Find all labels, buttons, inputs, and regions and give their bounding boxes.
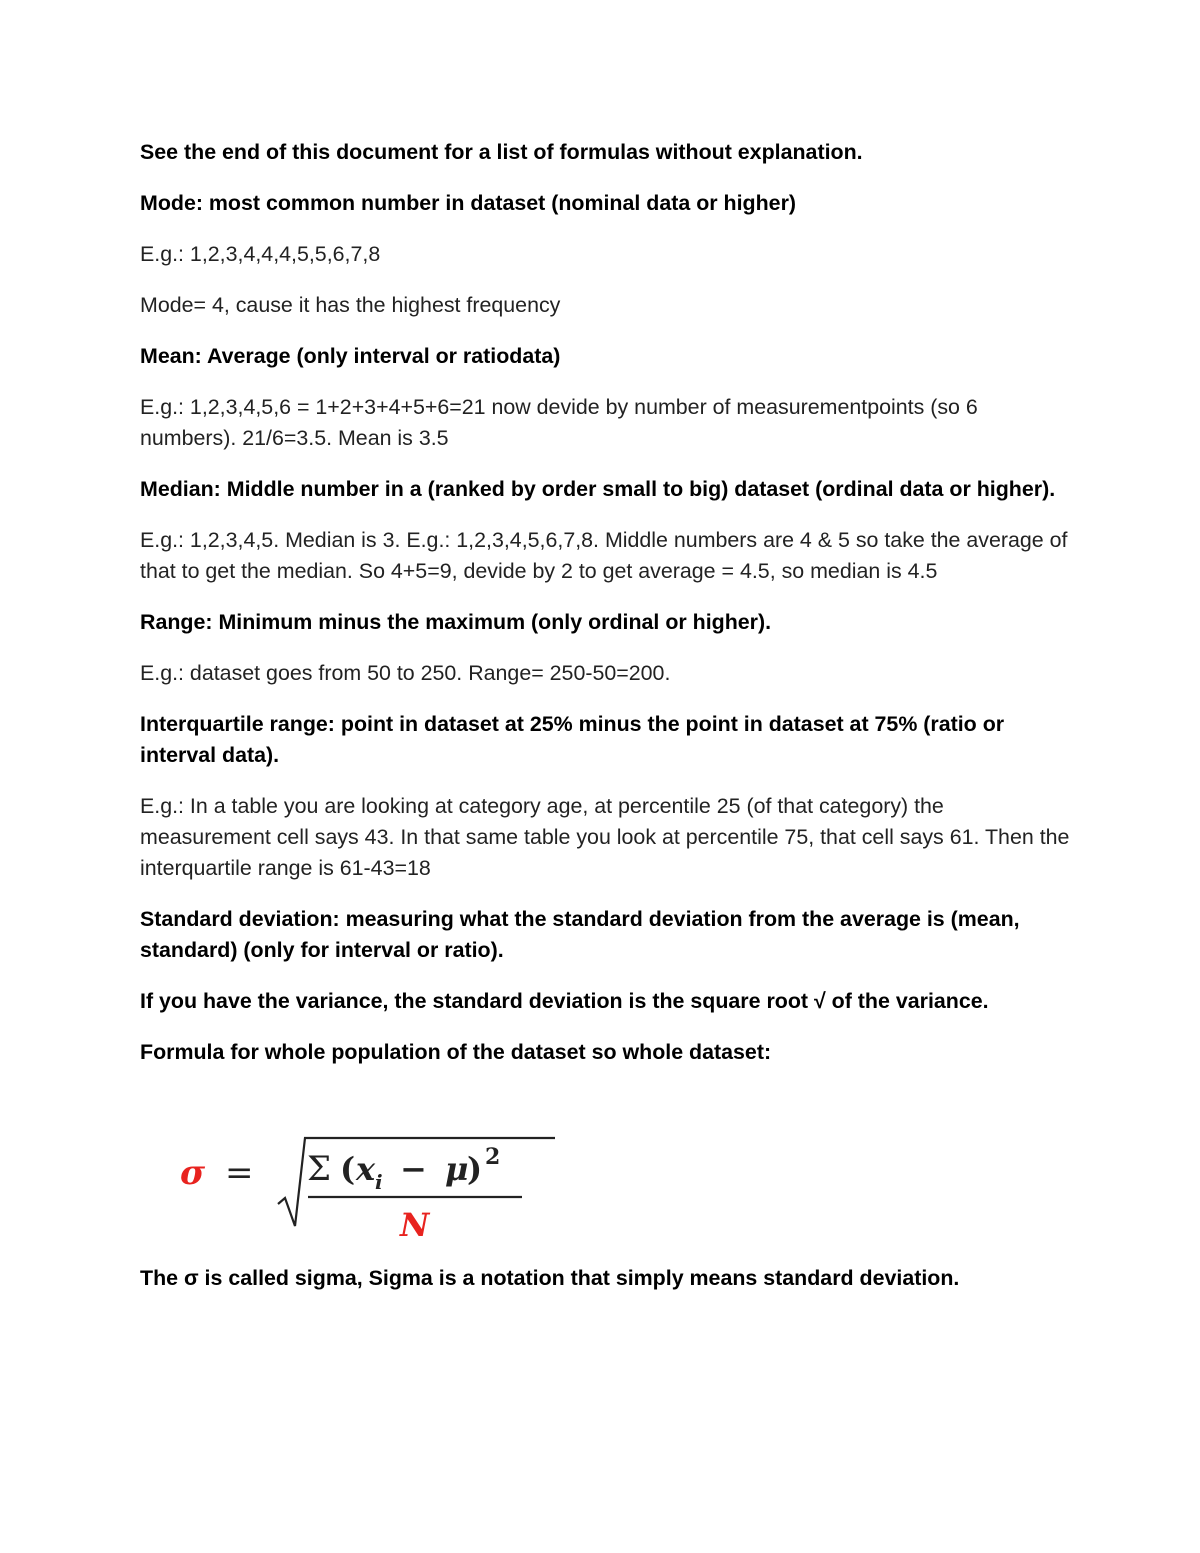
stddev-heading: Standard deviation: measuring what the standard deviation from the average is (mean, standard) (only for interval or ratio). bbox=[140, 907, 1020, 962]
mean-example: E.g.: 1,2,3,4,5,6 = 1+2+3+4+5+6=21 now devide by number of measurementpoints (so 6 numbers). 21/6=3.5. Mean is 3.5 bbox=[140, 395, 978, 450]
mode-result: Mode= 4, cause it has the highest frequency bbox=[140, 293, 561, 317]
x-subscript: i bbox=[375, 1170, 383, 1194]
open-paren: ( bbox=[340, 1150, 356, 1188]
mu-symbol: μ bbox=[445, 1150, 469, 1188]
iqr-example: E.g.: In a table you are looking at category age, at percentile 25 (of that category) the measurement cell says 43. In that same table you look at percentile 75, that cell says 61. Then the interquartile range is 61-43=18 bbox=[140, 794, 1070, 880]
median-example: E.g.: 1,2,3,4,5. Median is 3. E.g.: 1,2,3,4,5,6,7,8. Middle numbers are 4 & 5 so take the average of that to get the median. So 4+5=9, devide by 2 to get average = 4.5, so median is 4.5 bbox=[140, 528, 1068, 583]
range-example: E.g.: dataset goes from 50 to 250. Range= 250-50=200. bbox=[140, 661, 671, 685]
equals-sign: = bbox=[225, 1153, 254, 1193]
x-variable: x bbox=[356, 1150, 376, 1188]
range-heading: Range: Minimum minus the maximum (only ordinal or higher). bbox=[140, 610, 772, 634]
sigma-symbol: σ bbox=[180, 1153, 206, 1193]
formula-intro: Formula for whole population of the dataset so whole dataset: bbox=[140, 1040, 772, 1064]
sum-symbol: Σ bbox=[307, 1149, 332, 1189]
formula-graphic bbox=[175, 1076, 595, 1241]
variance-note: If you have the variance, the standard deviation is the square root √ of the variance. bbox=[140, 989, 989, 1013]
mode-example: E.g.: 1,2,3,4,4,4,5,5,6,7,8 bbox=[140, 242, 381, 266]
sigma-explanation: The σ is called sigma, Sigma is a notation that simply means standard deviation. bbox=[140, 1266, 960, 1290]
median-heading: Median: Middle number in a (ranked by order small to big) dataset (ordinal data or higher). bbox=[140, 477, 1056, 501]
minus-sign: − bbox=[400, 1150, 427, 1188]
intro-note: See the end of this document for a list of formulas without explanation. bbox=[140, 140, 863, 164]
mean-heading: Mean: Average (only interval or ratiodata) bbox=[140, 344, 561, 368]
std-dev-formula bbox=[140, 1076, 1070, 1241]
denominator-n: N bbox=[400, 1206, 430, 1241]
mode-heading: Mode: most common number in dataset (nominal data or higher) bbox=[140, 191, 797, 215]
document-page bbox=[140, 137, 1070, 1294]
close-paren: ) bbox=[467, 1150, 483, 1188]
iqr-heading: Interquartile range: point in dataset at 25% minus the point in dataset at 75% (ratio or interval data). bbox=[140, 712, 1005, 767]
exponent: 2 bbox=[485, 1144, 501, 1170]
